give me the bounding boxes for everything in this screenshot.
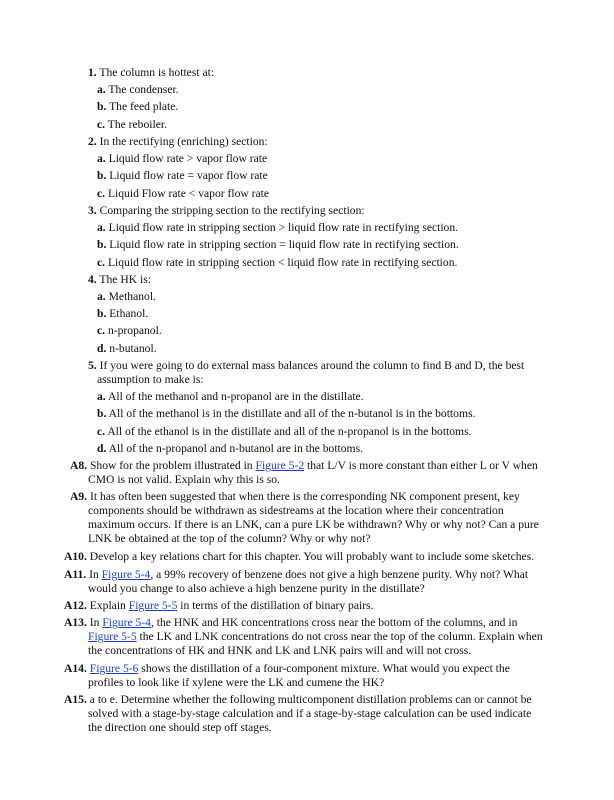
- option-label: c.: [97, 256, 106, 269]
- option-label: a.: [97, 390, 106, 403]
- problem-text: In: [89, 616, 103, 629]
- problem-text: shows the distillation of a four-component mixture. What would you expect the: [138, 662, 510, 675]
- problem-text: Show for the problem illustrated in: [89, 459, 256, 472]
- question-number: 4.: [88, 273, 97, 286]
- problem-text-continued: [88, 629, 543, 644]
- option-label: a.: [97, 290, 106, 303]
- question-3: [88, 203, 365, 218]
- option-text: All of the n-propanol and n-butanol are in the bottoms.: [108, 442, 363, 455]
- option-label: a.: [97, 221, 106, 234]
- problem-text: It has often been suggested that when there is the corresponding NK component present, key: [89, 490, 520, 503]
- question-text: The HK is:: [99, 273, 151, 286]
- option: [97, 306, 148, 321]
- option-text: Liquid flow rate in stripping section = liquid flow rate in rectifying section.: [109, 238, 459, 251]
- question-4: [88, 272, 151, 287]
- problem-text-continued: solved with a stage-by-stage calculation and if a stage-by-stage calculation can be used indicate: [88, 707, 532, 720]
- option-label: c.: [97, 187, 106, 200]
- question-number: 5.: [88, 359, 97, 372]
- option-label: b.: [97, 100, 107, 113]
- problem-text-continued: maximum occurs. If there is an LNK, can a pure LK be withdrawn? Why or why not? Can a pure: [88, 518, 539, 531]
- option: [97, 168, 268, 183]
- problem-number: A15.: [64, 693, 87, 706]
- option-text: Liquid flow rate in stripping section > liquid flow rate in rectifying section.: [108, 221, 459, 234]
- question-1: [88, 65, 214, 80]
- option-text: Liquid Flow rate < vapor flow rate: [107, 187, 270, 200]
- option-label: b.: [97, 407, 107, 420]
- question-text: The column is hottest at:: [99, 66, 215, 79]
- option-text: The condenser.: [108, 83, 179, 96]
- option-text: Ethanol.: [109, 307, 149, 320]
- option-label: d.: [97, 342, 107, 355]
- question-text: In the rectifying (enriching) section:: [99, 135, 268, 148]
- option-text: All of the methanol is in the distillate and all of the n-butanol is in the bottoms.: [108, 407, 476, 420]
- option: [97, 255, 457, 270]
- option-label: b.: [97, 307, 107, 320]
- option-label: a.: [97, 83, 106, 96]
- question-text: Comparing the stripping section to the rectifying section:: [99, 204, 365, 217]
- option-text: Liquid flow rate = vapor flow rate: [109, 169, 268, 182]
- figure-link[interactable]: Figure 5-6: [89, 662, 139, 675]
- option: [97, 220, 458, 235]
- option: [97, 289, 156, 304]
- option-label: c.: [97, 118, 106, 131]
- problem-text-continued: CMO is not valid. Explain why this is so.: [88, 473, 280, 486]
- question-text: If you were going to do external mass balances around the column to find B and D, the best: [99, 359, 525, 372]
- problem-text: that L/V is more constant than either L or V when: [304, 459, 538, 472]
- option-label: b.: [97, 238, 107, 251]
- question-number: 3.: [88, 204, 97, 217]
- option: [97, 406, 475, 421]
- question-number: 1.: [88, 66, 97, 79]
- option-text: n-butanol.: [109, 342, 157, 355]
- option-text: All of the ethanol is in the distillate and all of the n-propanol is in the bottoms.: [107, 425, 472, 438]
- option-label: a.: [97, 152, 106, 165]
- option-text: The feed plate.: [109, 100, 179, 113]
- problem-a12: [64, 598, 373, 613]
- problem-text-continued: the concentrations of HK and HNK and LK and LNK pairs will and will not cross.: [88, 644, 472, 657]
- problem-text-continued: components should be withdrawn as sidestreams at the location where their concentration: [88, 504, 504, 517]
- question-text-continued: assumption to make is:: [97, 373, 204, 386]
- option: [97, 424, 472, 439]
- problem-number: A11.: [64, 568, 87, 581]
- option-text: Methanol.: [108, 290, 156, 303]
- option-text: Liquid flow rate in stripping section < liquid flow rate in rectifying section.: [107, 256, 458, 269]
- option: [97, 323, 162, 338]
- problem-text-continued: LNK be obtained at the top of the column? Why or why not?: [88, 532, 371, 545]
- option-label: c.: [97, 425, 106, 438]
- option: [97, 151, 267, 166]
- figure-link[interactable]: Figure 5-4: [101, 568, 151, 581]
- option-label: c.: [97, 324, 106, 337]
- question-number: 2.: [88, 135, 97, 148]
- question-2: [88, 134, 268, 149]
- option-label: b.: [97, 169, 107, 182]
- problem-a11: [64, 567, 528, 582]
- option: [97, 82, 179, 97]
- problem-text-continued: would you change to also achieve a high benzene purity in the distillate?: [88, 582, 425, 595]
- option-label: d.: [97, 442, 107, 455]
- option: [97, 389, 364, 404]
- problem-text: the LK and LNK concentrations do not cross near the top of the column. Explain when: [136, 630, 543, 643]
- problem-text: Explain: [89, 599, 129, 612]
- problem-a15: [64, 692, 532, 707]
- figure-link[interactable]: Figure 5-2: [255, 459, 305, 472]
- problem-a14: [64, 661, 510, 676]
- figure-link[interactable]: Figure 5-5: [88, 630, 137, 643]
- option-text: Liquid flow rate > vapor flow rate: [108, 152, 268, 165]
- problem-text: , the HNK and HK concentrations cross near the bottom of the columns, and in: [150, 616, 518, 629]
- figure-link[interactable]: Figure 5-5: [128, 599, 178, 612]
- problem-text: Develop a key relations chart for this chapter. You will probably want to include some sketches.: [89, 550, 535, 563]
- problem-text: In: [89, 568, 102, 581]
- problem-text-continued: the direction one should step off stages.: [88, 721, 272, 734]
- problem-number: A9.: [70, 490, 88, 503]
- problem-number: A14.: [64, 662, 87, 675]
- option-text: All of the methanol and n-propanol are in the distillate.: [107, 390, 364, 403]
- option: [97, 186, 269, 201]
- problem-a9: [70, 489, 520, 504]
- problem-number: A10.: [64, 550, 87, 563]
- option-text: The reboiler.: [107, 118, 167, 131]
- problem-a8: [70, 458, 538, 473]
- problem-text: a to e. Determine whether the following multicomponent distillation problems can or cannot be: [89, 693, 532, 706]
- option: [97, 341, 157, 356]
- problem-text: in terms of the distillation of binary pairs.: [177, 599, 374, 612]
- option: [97, 117, 167, 132]
- option: [97, 99, 178, 114]
- problem-number: A13.: [64, 616, 87, 629]
- option-text: n-propanol.: [107, 324, 162, 337]
- figure-link[interactable]: Figure 5-4: [102, 616, 151, 629]
- problem-text: , a 99% recovery of benzene does not give a high benzene purity. Why not? What: [150, 568, 529, 581]
- problem-text-continued: profiles to look like if xylene were the LK and cumene the HK?: [88, 676, 385, 689]
- problem-number: A8.: [70, 459, 88, 472]
- option: [97, 237, 459, 252]
- problem-a10: [64, 549, 534, 564]
- problem-number: A12.: [64, 599, 87, 612]
- question-5: [88, 358, 524, 373]
- option: [97, 441, 363, 456]
- problem-a13: [64, 615, 517, 630]
